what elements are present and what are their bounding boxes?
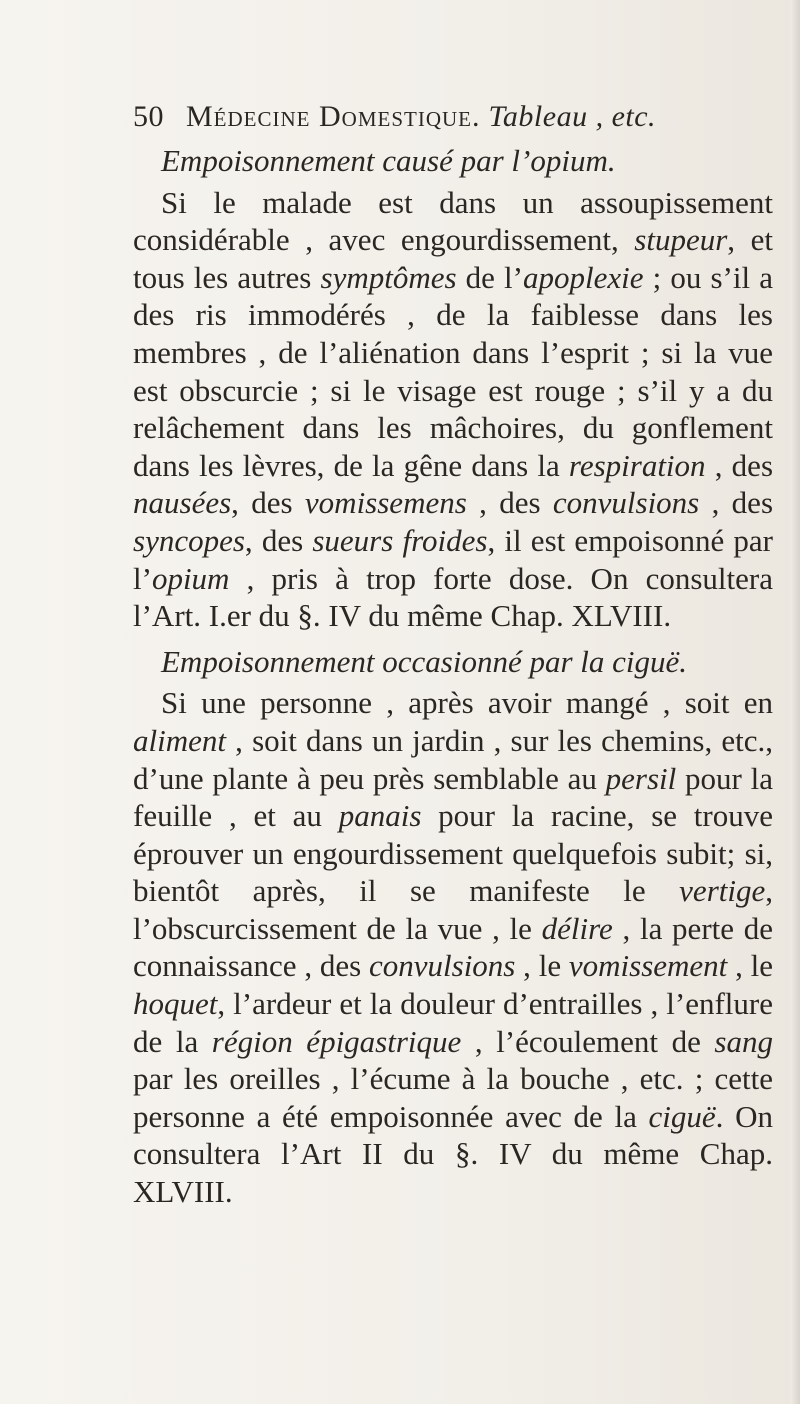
text-run: , le xyxy=(515,948,569,984)
text-run: , la perte de connaissance , des xyxy=(133,910,773,984)
text-run: , des xyxy=(705,447,774,483)
text-run: . On consultera l’Art II du §. IV du même Chap. XLVIII. xyxy=(133,1098,773,1210)
italic-term: apoplexie xyxy=(523,259,644,295)
text-run: , le xyxy=(727,948,774,984)
paragraph-opium xyxy=(133,184,773,635)
text-run: , soit dans un jardin , sur les chemins, etc., d’une plante à peu près semblable au xyxy=(133,722,773,796)
text-column xyxy=(133,130,773,1211)
italic-term: symptômes xyxy=(320,259,457,295)
running-subtitle: Tableau , etc. xyxy=(488,100,657,133)
text-run: ; ou s’il a des ris immodérés , de la faiblesse dans les membres , de l’aliénation dans l’esprit ; si la vue est obscurcie ; si le visage est rouge ; s’il y a du relâchement dans les mâchoires, du gonflement dans les lèvres, de la gêne dans la xyxy=(133,259,773,483)
text-run: , l’obscurcissement de la vue , le xyxy=(133,873,773,946)
text-run: , il est empoisonné par l’ xyxy=(133,522,774,596)
text-run: Si le malade est dans un assoupissement considérable , avec engourdissement, xyxy=(133,184,773,258)
italic-term: stupeur xyxy=(634,222,728,258)
italic-term: ciguë xyxy=(648,1098,716,1134)
text-run: pour la racine, se trouve éprouver un engourdissement quelquefois subit; si, bientôt après, il se manifeste le xyxy=(133,798,773,909)
text-run: , pris à trop forte dose. On consultera l’Art. I.er du §. IV du même Chap. XLVIII. xyxy=(133,560,773,634)
text-run: , des xyxy=(699,485,774,521)
text-run: , l’écoulement de xyxy=(461,1023,715,1059)
italic-term: aliment xyxy=(133,722,226,758)
italic-term: convulsions xyxy=(369,948,516,984)
text-run: Si une personne , après avoir mangé , soit en xyxy=(161,685,773,721)
italic-term: persil xyxy=(605,760,677,796)
italic-term: convulsions xyxy=(552,485,700,521)
text-run: pour la feuille , et au xyxy=(133,760,773,834)
italic-term: opium xyxy=(151,560,230,596)
section-title-cigue: Empoisonnement occasionné par la ciguë. xyxy=(161,643,688,679)
page-number: 50 xyxy=(133,100,164,133)
text-run: , et tous les autres xyxy=(133,222,773,295)
text-run: par les oreilles , l’écume à la bouche , etc. ; cette personne a été empoisonnée avec de la xyxy=(133,1061,773,1134)
running-title: Médecine Domestique. xyxy=(186,100,481,133)
italic-term: délire xyxy=(541,910,613,946)
italic-term: respiration xyxy=(568,447,706,483)
page-edge xyxy=(790,0,800,1404)
italic-term: région épigastrique xyxy=(211,1023,462,1059)
text-run: , des xyxy=(244,522,313,558)
italic-term: nausées xyxy=(133,485,232,521)
section-title-opium: Empoisonnement causé par l’opium. xyxy=(161,143,616,178)
italic-term: vomissement xyxy=(568,948,728,984)
text-run: de l’ xyxy=(456,259,523,295)
text-run: , l’ardeur et la douleur d’entrailles , l’enflure de la xyxy=(133,986,773,1059)
italic-term: vomissemens xyxy=(304,485,467,521)
text-run: , des xyxy=(231,485,305,521)
paragraph-cigue xyxy=(133,684,773,1210)
italic-term: sang xyxy=(714,1023,773,1059)
italic-term: sueurs froides xyxy=(312,522,488,558)
text-run: , des xyxy=(466,485,553,521)
italic-term: syncopes xyxy=(133,522,245,558)
italic-term: hoquet xyxy=(133,986,218,1022)
italic-term: vertige xyxy=(679,873,766,909)
italic-term: panais xyxy=(338,798,422,834)
running-header xyxy=(133,100,783,134)
